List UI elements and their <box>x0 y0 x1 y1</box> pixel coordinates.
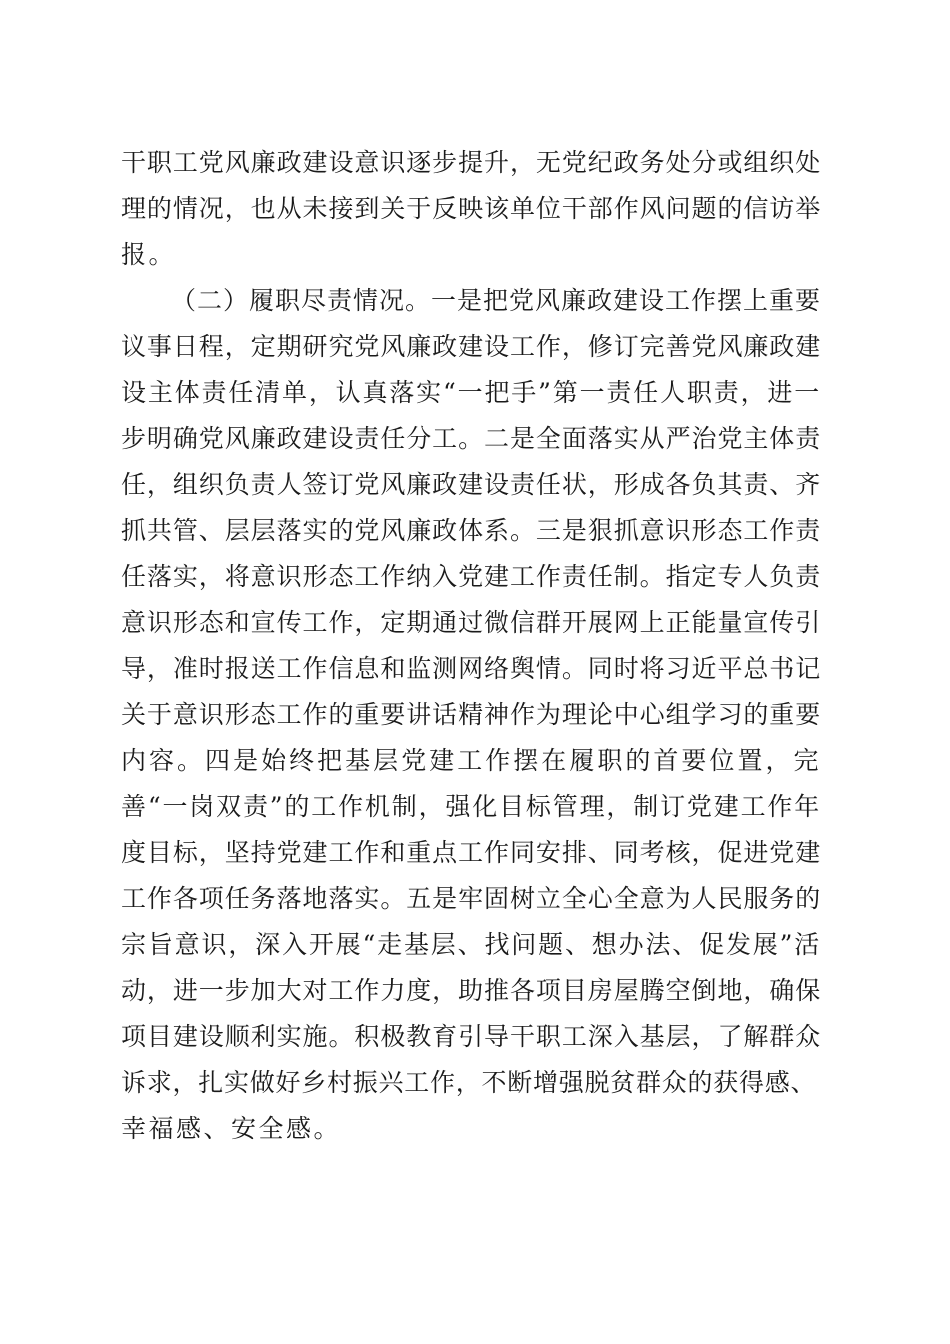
text-line-21: 诉求，扎实做好乡村振兴工作，不断增强脱贫群众的获得感、 <box>121 1068 817 1097</box>
text-line-4: （二）履职尽责情况。一是把党风廉政建设工作摆上重要 <box>171 286 822 315</box>
text-line-15: 善“一岗双责”的工作机制，强化目标管理，制订党建工作年 <box>121 792 821 821</box>
text-line-6: 设主体责任清单，认真落实“一把手”第一责任人职责，进一 <box>121 378 821 407</box>
text-line-14: 内容。四是始终把基层党建工作摆在履职的首要位置，完 <box>121 746 821 775</box>
text-line-18: 宗旨意识，深入开展“走基层、找问题、想办法、促发展”活 <box>121 930 821 959</box>
text-line-10: 任落实，将意识形态工作纳入党建工作责任制。指定专人负责 <box>121 562 821 591</box>
text-line-8: 任，组织负责人签订党风廉政建设责任状，形成各负其责、齐 <box>121 470 821 499</box>
text-line-22: 幸福感、安全感。 <box>121 1114 342 1143</box>
text-line-2: 理的情况，也从未接到关于反映该单位干部作风问题的信访举 <box>121 194 821 223</box>
text-line-17: 工作各项任务落地落实。五是牢固树立全心全意为人民服务的 <box>121 884 821 913</box>
body-text <box>121 140 821 1152</box>
text-line-11: 意识形态和宣传工作，定期通过微信群开展网上正能量宣传引 <box>121 608 821 637</box>
text-line-5: 议事日程，定期研究党风廉政建设工作，修订完善党风廉政建 <box>121 332 821 361</box>
text-line-20: 项目建设顺利实施。积极教育引导干职工深入基层，了解群众 <box>121 1022 821 1051</box>
text-line-13: 关于意识形态工作的重要讲话精神作为理论中心组学习的重要 <box>121 700 821 729</box>
text-line-19: 动，进一步加大对工作力度，助推各项目房屋腾空倒地，确保 <box>121 976 821 1005</box>
text-line-16: 度目标，坚持党建工作和重点工作同安排、同考核，促进党建 <box>121 838 821 867</box>
text-line-12: 导，准时报送工作信息和监测网络舆情。同时将习近平总书记 <box>121 654 821 683</box>
text-line-9: 抓共管、层层落实的党风廉政体系。三是狠抓意识形态工作责 <box>121 516 821 545</box>
text-line-1: 干职工党风廉政建设意识逐步提升，无党纪政务处分或组织处 <box>121 148 821 177</box>
text-line-7: 步明确党风廉政建设责任分工。二是全面落实从严治党主体责 <box>121 424 821 453</box>
text-line-3: 报。 <box>121 240 177 269</box>
